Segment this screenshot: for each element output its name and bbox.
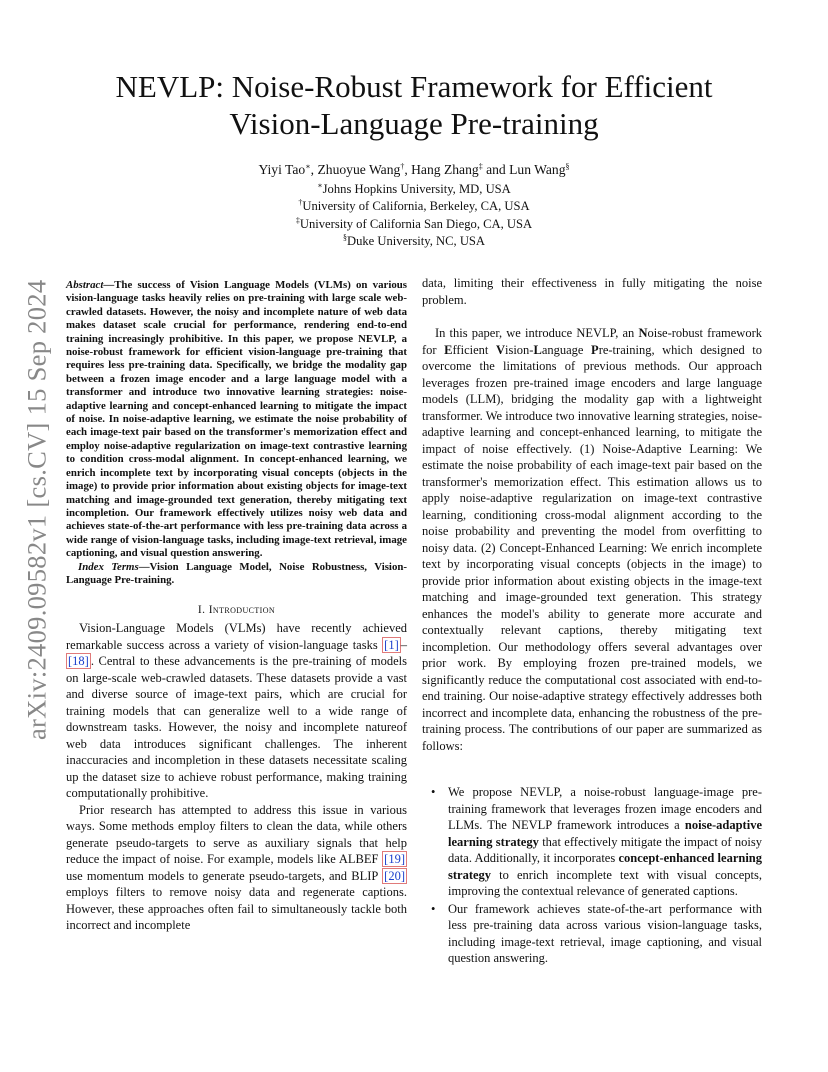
paper-title [60, 68, 768, 142]
intro-paragraph-2-continued: data, limiting their effectiveness in fully mitigating the noise problem. [422, 276, 762, 307]
author-list [100, 162, 728, 178]
bold-term: concept-enhanced learning strategy [448, 851, 763, 882]
right-column [422, 275, 762, 968]
paragraph-text: ision- [504, 342, 534, 357]
abstract-dash: — [103, 279, 115, 291]
abstract-text: The success of Vision Language Models (VLMs) on various vision-language tasks heavily relies on pre-training with large scale web-crawled datasets. However, the noisy and incomplete nature of web data makes dataset scale crucial for performance, rendering end-to-end training increasingly prohibitive. In this paper, we propose NEVLP, a noise-robust framework for efficient vision-language pre-training that requires less pre-training data. Specifically, we bridge the modality gap between a frozen image encoder and a large language model with a transformer and introduce two innovative learning strategies: noise-adaptive learning and concept-enhanced learning to mitigate the impact of noise. In noise-adaptive learning, we estimate the noise probability of each image-text pair based on the transformer's memorization effect and employ noise-adaptive regularization on image-text contrastive learning to condition cross-modal alignment. In concept-enhanced learning, we enrich incomplete text by incorporating visual concepts (objects in the image) to provide prior information about existing objects for image-text matching and image-grounded text generation, thereby mitigating text incompletion. Our framework effectively utilizes noisy web data and achieves state-of-the-art performance with less pre-training data across a wide range of vision-language tasks, including image-text retrieval, image captioning, and visual question answering. [66, 279, 407, 560]
citation-link[interactable]: [18] [68, 654, 89, 669]
index-terms-label: Index Terms [78, 560, 139, 573]
citation-link[interactable]: [19] [384, 852, 405, 867]
acronym-letter: N [638, 326, 648, 340]
bullet-icon: • [431, 785, 436, 799]
index-terms-dash: — [138, 560, 150, 573]
author-name: Yiyi Tao [258, 162, 306, 177]
abstract [66, 279, 407, 561]
author-name: , Zhuoyue Wang [310, 162, 401, 177]
list-item [422, 784, 762, 900]
affiliation [100, 216, 728, 233]
left-column [66, 279, 407, 934]
affiliation [100, 181, 728, 198]
acronym-letter: P [591, 342, 599, 357]
paragraph-text: use momentum models to generate pseudo-targets, and BLIP [66, 868, 383, 883]
index-terms [66, 561, 407, 588]
section-heading-introduction [66, 604, 407, 616]
affiliation [100, 198, 728, 215]
affiliation-mark: § [342, 233, 347, 243]
paragraph-text: Vision-Language Models (VLMs) have recently achieved remarkable success across a variety of vision-language tasks [66, 621, 407, 652]
acronym-letter: V [495, 342, 505, 357]
list-item [422, 901, 762, 967]
intro-paragraph-3 [422, 325, 762, 754]
acronym-letter: L [533, 342, 542, 357]
paragraph-text: Prior research has attempted to address this issue in various ways. Some methods employ filters to clean the data, while others generate pseudo-targets to serve as auxiliary signals that help reduce the impact of noise. For example, models like ALBEF [66, 802, 407, 867]
affiliation-text: Duke University, NC, USA [346, 234, 486, 249]
affiliation-text: Johns Hopkins University, MD, USA [322, 182, 511, 196]
abstract-label: Abstract [66, 279, 104, 291]
title-line-1: NEVLP: Noise-Robust Framework for Efficient [115, 69, 713, 104]
author-mark: ‡ [478, 162, 483, 171]
author-mark: ∗ [305, 162, 311, 171]
affiliation-mark: ‡ [295, 215, 300, 225]
affiliation-text: University of California San Diego, CA, USA [299, 216, 533, 231]
paragraph-text: employs filters to remove noisy data and regenerate captions. However, these approaches often fail to simultaneously tackle both incorrect and incomplete [66, 885, 407, 933]
affiliation-text: University of California, Berkeley, CA, USA [302, 199, 530, 214]
paragraph-text: re-training, which designed to overcome the limitations of previous methods. Our approach leverages frozen pre-trained image encoders and large language models (LLM), bridging the modality gap with a lightweight transformer. We introduce two innovative learning strategies, noise-adaptive learning and concept-enhanced learning, to mitigate the impact of noise effectively. (1) Noise-Adaptive Learning: We estimate the noise probability of each image-text pair based on the transformer's memorization effect. This estimation allows us to apply noise-adaptive regularization on image-text contrastive learning, conditioning cross-modal alignment according to the noise probability and preventing the model from overfitting to noisy data. (2) Concept-Enhanced Learning: We enrich incomplete text by incorporating visual concepts (objects in the image) to provide prior information about existing objects in the image-text matching and image-grounded text generation. This strategy enhances the model's ability to generate more accurate and contextually relevant captions, thereby mitigating text incompletion. Our methodology offers several advantages over prior work. By employing frozen pre-trained models, we significantly reduce the computational cost associated with end-to-end training. Our noise-adaptive strategy effectively addresses both incorrect and incomplete data, enhancing the robustness of the pre-training process. The contributions of our paper are summarized as follows: [422, 342, 762, 753]
author-name: and Lun Wang [482, 162, 566, 177]
affiliation-list [100, 181, 728, 251]
bullet-icon: • [431, 901, 436, 916]
paragraph-text: In this paper, we introduce NEVLP, an [435, 326, 639, 340]
bullet-text: that effectively mitigate the impact of noisy data. Additionally, it incorporates [448, 834, 763, 865]
paragraph-text: . Central to these advancements is the pre-training of models on large-scale web-crawled datasets. These datasets provide a vast and diverse source of image-text pairs, which are crucial for training models that can generalize well to a wide range of downstream tasks. However, the noisy and incomplete natureof web data introduces significant challenges. The inherent inaccuracies and incompletion in these datasets necessitate scaling up the dataset size to achieve robust performance, making training computationally prohibitive. [66, 654, 407, 801]
intro-paragraph-2 [66, 802, 407, 934]
arxiv-identifier-text: arXiv:2409.09582v1 [cs.CV] 15 Sep 2024 [21, 279, 52, 740]
author-mark: § [565, 162, 570, 171]
citation-link[interactable]: [1] [384, 637, 399, 652]
affiliation-mark: ∗ [317, 181, 323, 190]
bullet-text: to enrich incomplete text with visual concepts, improving the contextual relevance of generated captions. [448, 867, 762, 898]
citation-link[interactable]: [20] [384, 868, 405, 883]
author-name: , Hang Zhang [404, 162, 479, 177]
contributions-list [422, 784, 762, 967]
paragraph-text: anguage [541, 342, 592, 357]
paragraph-text: oise-robust framework for [422, 326, 762, 357]
intro-paragraph-1 [66, 620, 407, 802]
affiliation-mark: † [298, 198, 303, 208]
bold-term: noise-adaptive learning strategy [448, 818, 762, 849]
affiliation [100, 233, 728, 250]
paragraph-text: fficient [452, 342, 496, 357]
section-number: I. [197, 604, 206, 617]
title-line-2: Vision-Language Pre-training [229, 106, 599, 141]
author-mark: † [400, 162, 405, 171]
bullet-text: Our framework achieves state-of-the-art performance with less pre-training data across various vision-language tasks, including image-text retrieval, image captioning, and visual question answering. [448, 901, 762, 965]
bullet-text: We propose NEVLP, a noise-robust language-image pre-training framework that leverages frozen image encoders and LLMs. The NEVLP framework introduces a [448, 785, 762, 832]
acronym-letter: E [444, 342, 453, 357]
section-title: Introduction [208, 604, 276, 617]
index-terms-text: Vision Language Model, Noise Robustness, Vision-Language Pre-training. [66, 560, 408, 586]
arxiv-identifier-stamp [22, 280, 52, 740]
citation-dash: – [400, 637, 407, 652]
